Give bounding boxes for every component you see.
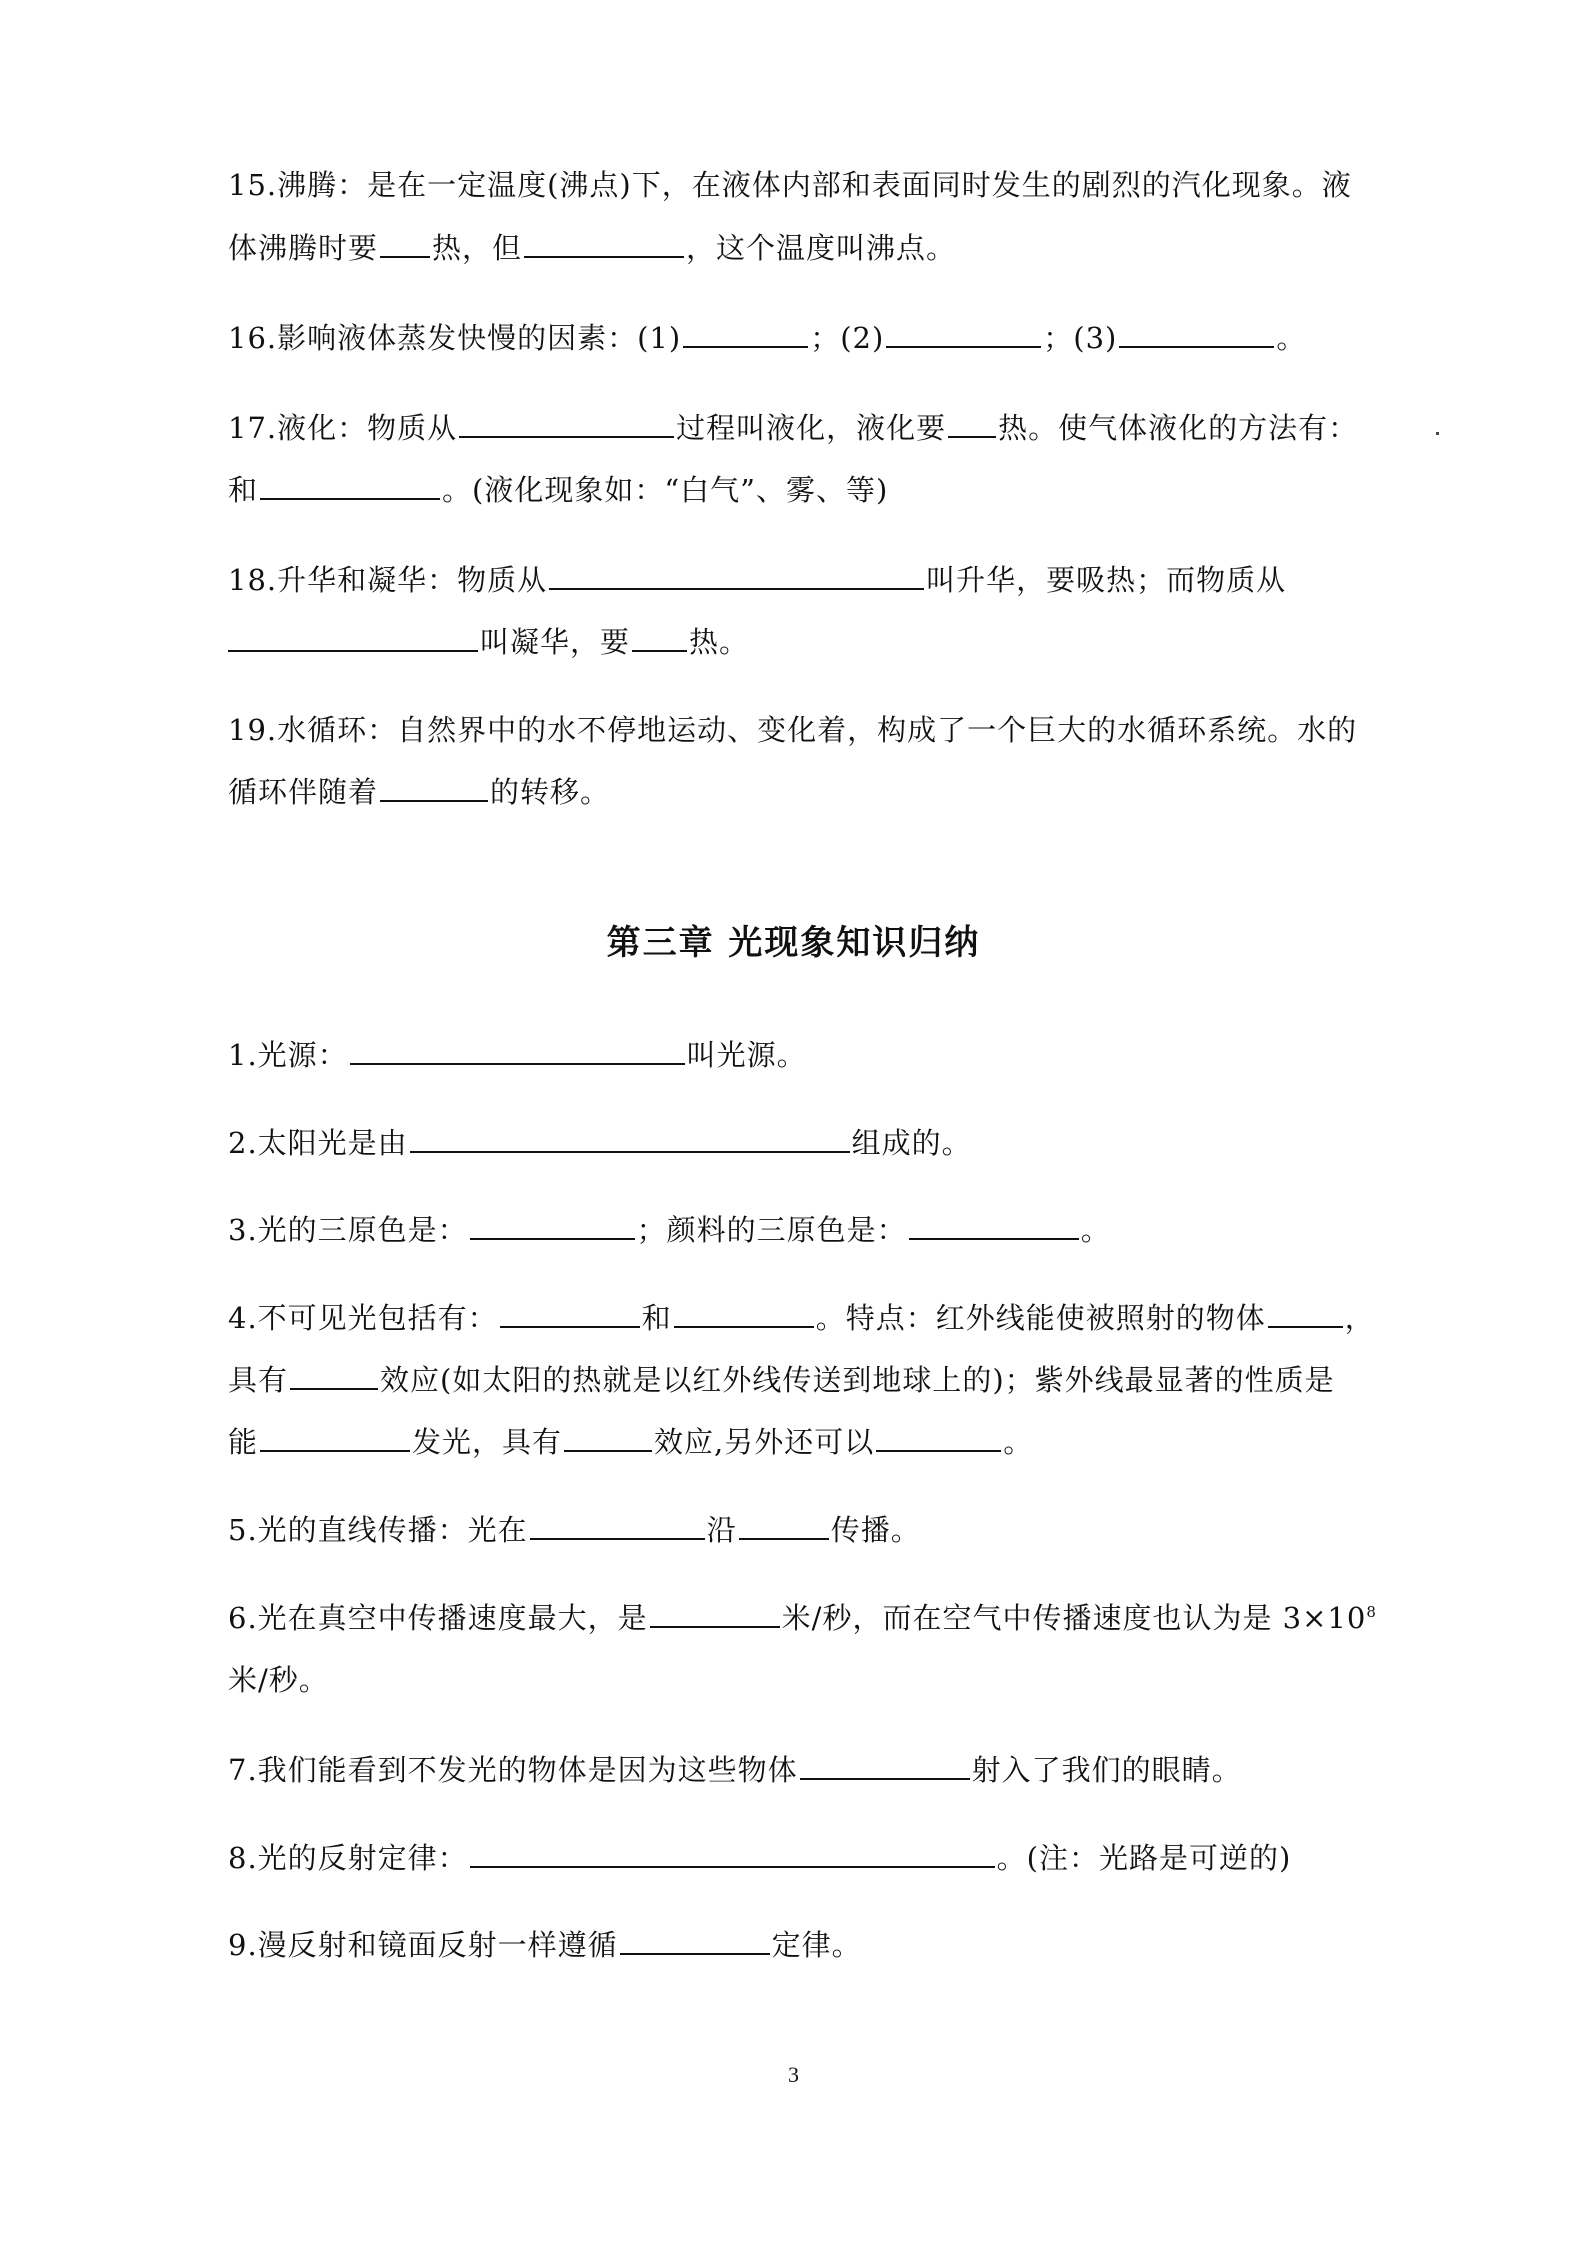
text: 效应,另外还可以 — [654, 1425, 875, 1459]
text: 米/秒，而在空气中传播速度也认为是 3×10 — [781, 1601, 1367, 1635]
text: ；(2) — [810, 321, 885, 355]
fill-blank[interactable] — [800, 1752, 970, 1780]
fill-blank[interactable] — [1119, 320, 1274, 348]
fill-blank[interactable] — [632, 624, 687, 652]
fill-blank[interactable] — [1268, 1300, 1343, 1328]
text: 。 — [1276, 321, 1307, 355]
text: 5.光的直线传播：光在 — [228, 1513, 528, 1547]
text: 19.水循环：自然界中的水不停地运动、变化着，构成了一个巨大的水循环系统。水的 — [228, 713, 1358, 747]
text: 射入了我们的眼睛。 — [971, 1753, 1242, 1787]
fill-blank[interactable] — [380, 774, 488, 802]
fill-blank[interactable] — [549, 562, 924, 590]
light-item-5 — [228, 1510, 921, 1550]
text: 。 — [1003, 1425, 1034, 1459]
fill-blank[interactable] — [620, 1927, 770, 1955]
fill-blank[interactable] — [470, 1840, 995, 1868]
fill-blank[interactable] — [909, 1212, 1079, 1240]
text: 。特点：红外线能使被照射的物体 — [815, 1301, 1266, 1335]
text: 沿 — [706, 1513, 737, 1547]
fill-blank[interactable] — [683, 320, 808, 348]
stray-mark — [1436, 432, 1439, 435]
text: 和 — [641, 1301, 672, 1335]
exponent: 8 — [1366, 1603, 1377, 1621]
text: 的转移。 — [490, 775, 611, 809]
item-17-line2 — [228, 470, 888, 510]
item-19-line2 — [228, 772, 610, 812]
fill-blank[interactable] — [260, 1424, 410, 1452]
light-item-4-line1 — [228, 1298, 1375, 1338]
light-item-3 — [228, 1210, 1111, 1250]
text: 1.光源： — [228, 1038, 348, 1072]
fill-blank[interactable] — [410, 1125, 850, 1153]
light-item-6-line2 — [228, 1660, 329, 1700]
light-item-2 — [228, 1123, 972, 1163]
fill-blank[interactable] — [470, 1212, 635, 1240]
item-18-line1 — [228, 560, 1286, 600]
item-18-line2 — [228, 622, 749, 662]
text: 发光，具有 — [412, 1425, 563, 1459]
fill-blank[interactable] — [290, 1362, 378, 1390]
light-item-4-line3 — [228, 1422, 1033, 1462]
item-15-line1 — [228, 165, 1352, 205]
fill-blank[interactable] — [876, 1424, 1001, 1452]
text: 7.我们能看到不发光的物体是因为这些物体 — [228, 1753, 798, 1787]
text: 热。 — [689, 625, 750, 659]
light-item-1 — [228, 1035, 807, 1075]
text: 循环伴随着 — [228, 775, 379, 809]
text: ， — [1344, 1301, 1375, 1335]
text: 。 — [1080, 1213, 1111, 1247]
text: 17.液化：物质从 — [228, 411, 458, 445]
light-item-7 — [228, 1750, 1242, 1790]
fill-blank[interactable] — [500, 1300, 640, 1328]
text: 组成的。 — [851, 1126, 972, 1160]
fill-blank[interactable] — [524, 230, 684, 258]
text: 具有 — [228, 1363, 289, 1397]
chapter-title: 第三章 光现象知识归纳 — [606, 923, 981, 963]
fill-blank[interactable] — [650, 1600, 780, 1628]
light-item-8 — [228, 1838, 1291, 1878]
text: 热，但 — [432, 231, 523, 265]
item-16 — [228, 318, 1306, 358]
light-item-9 — [228, 1925, 862, 1965]
text: 和 — [228, 473, 259, 507]
text: 18.升华和凝华：物质从 — [228, 563, 548, 597]
text: 能 — [228, 1425, 259, 1459]
text: 热。使气体液化的方法有： — [998, 411, 1359, 445]
fill-blank[interactable] — [564, 1424, 652, 1452]
item-19-line1 — [228, 710, 1357, 750]
text: 。(液化现象如：“白气”、雾、等) — [442, 473, 889, 507]
light-item-4-line2 — [228, 1360, 1335, 1400]
text: 6.光在真空中传播速度最大，是 — [228, 1601, 648, 1635]
fill-blank[interactable] — [380, 230, 430, 258]
item-17-line1 — [228, 408, 1358, 448]
text: 效应(如太阳的热就是以红外线传送到地球上的)；紫外线最显著的性质是 — [380, 1363, 1335, 1397]
light-item-6-line1 — [228, 1598, 1377, 1638]
text: 。(注：光路是可逆的) — [996, 1841, 1292, 1875]
fill-blank[interactable] — [260, 472, 440, 500]
text: 16.影响液体蒸发快慢的因素：(1) — [228, 321, 682, 355]
fill-blank[interactable] — [948, 410, 996, 438]
text: 15.沸腾：是在一定温度(沸点)下，在液体内部和表面同时发生的剧烈的汽化现象。液 — [228, 168, 1352, 202]
text: 传播。 — [830, 1513, 921, 1547]
text: 过程叫液化，液化要 — [676, 411, 947, 445]
text: ；(3) — [1043, 321, 1118, 355]
text: 3.光的三原色是： — [228, 1213, 468, 1247]
fill-blank[interactable] — [459, 410, 674, 438]
text: 定律。 — [771, 1928, 862, 1962]
fill-blank[interactable] — [886, 320, 1041, 348]
fill-blank[interactable] — [228, 624, 478, 652]
text: 体沸腾时要 — [228, 231, 379, 265]
text: 叫光源。 — [686, 1038, 807, 1072]
text: 2.太阳光是由 — [228, 1126, 408, 1160]
text: ，这个温度叫沸点。 — [686, 231, 957, 265]
fill-blank[interactable] — [350, 1037, 685, 1065]
text: 8.光的反射定律： — [228, 1841, 468, 1875]
text: ；颜料的三原色是： — [636, 1213, 907, 1247]
page-number: 3 — [788, 2062, 799, 2087]
text: 叫凝华，要 — [480, 625, 631, 659]
text: 叫升华，要吸热；而物质从 — [926, 563, 1287, 597]
text: 9.漫反射和镜面反射一样遵循 — [228, 1928, 618, 1962]
fill-blank[interactable] — [530, 1512, 705, 1540]
text: 米/秒。 — [228, 1663, 329, 1697]
fill-blank[interactable] — [739, 1512, 829, 1540]
text: 4.不可见光包括有： — [228, 1301, 498, 1335]
item-15-line2 — [228, 228, 956, 268]
fill-blank[interactable] — [674, 1300, 814, 1328]
